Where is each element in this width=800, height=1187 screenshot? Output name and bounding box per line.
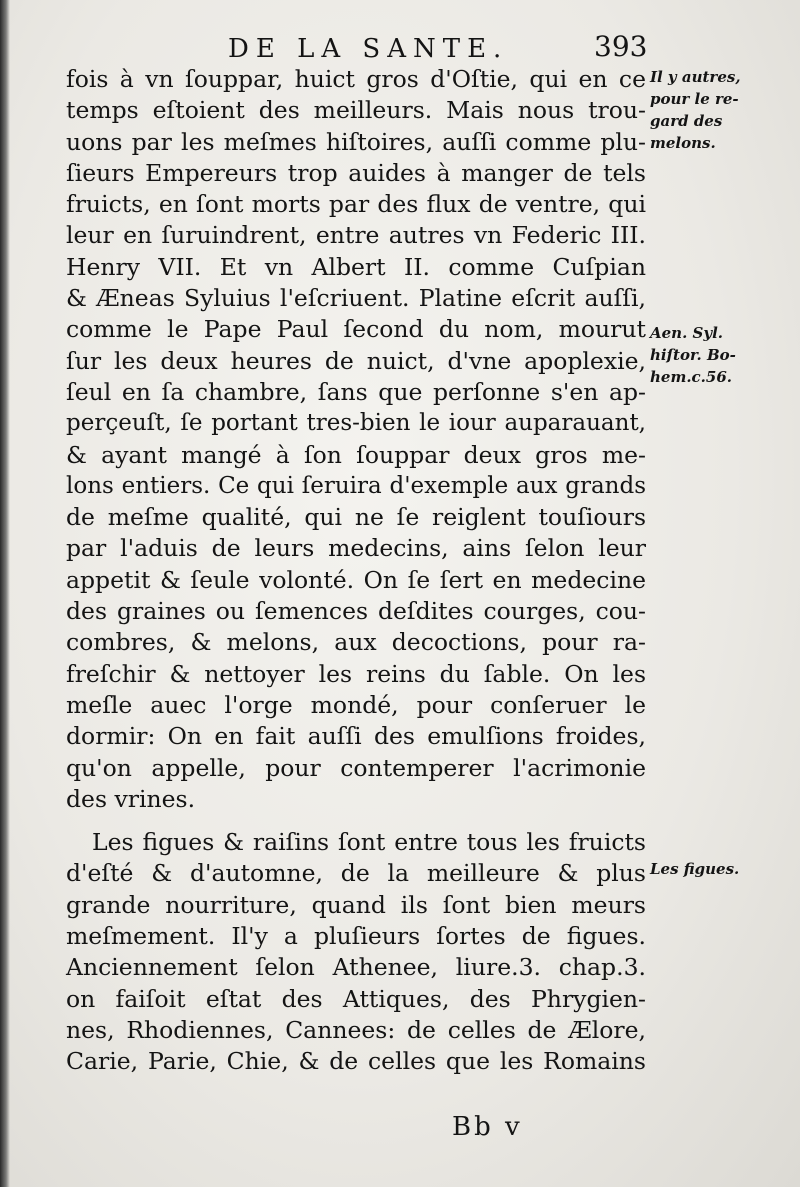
text-line: & Æneas Syluius l'eſcriuent. Platine eſcrit auſſi, xyxy=(66,284,646,313)
text-line: Les figues & raiſins ſont entre tous les fruicts xyxy=(92,828,646,857)
margin-note-line: Les figues. xyxy=(650,860,740,878)
text-line: Anciennement ſelon Athenee, liure.3. chap.3. xyxy=(66,953,646,982)
margin-note-line: hem.c.56. xyxy=(650,368,732,386)
text-line: freſchir & nettoyer les reins du ſable. On les xyxy=(66,659,646,688)
text-line: d'eſté & d'automne, de la meilleure & plus xyxy=(66,859,646,888)
text-line: ſur les deux heures de nuict, d'vne apoplexie, xyxy=(66,346,646,375)
text-line: ſieurs Empereurs trop auides à manger de tels xyxy=(66,158,646,187)
main-text xyxy=(66,64,646,1078)
page-header xyxy=(0,30,800,66)
text-line: leur en ſuruindrent, entre autres vn Federic III. xyxy=(66,221,646,250)
text-line: ſeul en ſa chambre, ſans que perſonne s'en ap- xyxy=(66,377,646,406)
margin-note-line: gard des xyxy=(650,112,723,130)
text-line: lons entiers. Ce qui ſeruira d'exemple aux grands xyxy=(66,472,646,499)
text-line: meſle auec l'orge mondé, pour conſeruer le xyxy=(66,690,646,719)
margin-note-line: melons. xyxy=(650,134,716,152)
margin-note-melons xyxy=(650,66,798,154)
text-line: des graines ou ſemences deſdites courges, cou- xyxy=(66,597,646,626)
text-line: uons par les meſmes hiſtoires, auſſi comme plu- xyxy=(66,127,646,156)
text-line: grande nourriture, quand ils ſont bien meurs xyxy=(66,890,646,919)
page-edge-shadow xyxy=(0,0,10,1187)
text-line: fois à vn ſouppar, huict gros d'Oſtie, qui en ce xyxy=(66,65,646,93)
text-line: perçeuſt, ſe portant tres-bien le iour auparauant, xyxy=(66,410,646,437)
paragraph-1 xyxy=(66,64,646,815)
text-line: comme le Pape Paul ſecond du nom, mourut xyxy=(66,315,646,344)
text-line: des vrines. xyxy=(66,784,196,813)
margin-note-line: Il y autres, xyxy=(650,68,741,86)
text-line: Carie, Parie, Chie, & de celles que les Romains xyxy=(66,1047,646,1076)
text-line: nes, Rhodiennes, Cannees: de celles de Ælore, xyxy=(66,1015,646,1044)
text-line: appetit & ſeule volonté. On ſe ſert en medecine xyxy=(66,565,646,594)
margin-note-line: pour le re- xyxy=(650,90,739,108)
text-line: temps eſtoient des meilleurs. Mais nous trou- xyxy=(66,96,646,125)
margin-note-aeneas xyxy=(650,322,798,388)
text-line: on faiſoit eſtat des Attiques, des Phrygien- xyxy=(66,984,646,1013)
paragraph-gap xyxy=(66,815,646,827)
running-head: DE LA SANTE. xyxy=(228,34,509,64)
text-line: de meſme qualité, qui ne ſe reiglent touſiours xyxy=(66,503,646,532)
text-line: Henry VII. Et vn Albert II. comme Cuſpian xyxy=(66,252,646,281)
text-line: meſmement. Il'y a pluſieurs ſortes de figues. xyxy=(66,922,646,951)
text-line: qu'on appelle, pour contemperer l'acrimonie xyxy=(66,753,646,782)
text-line: par l'aduis de leurs medecins, ains ſelon leur xyxy=(66,534,646,563)
page-number: 393 xyxy=(594,30,648,63)
margin-note-line: hiſtor. Bo- xyxy=(650,346,736,364)
margin-note-line: Aen. Syl. xyxy=(650,324,724,342)
text-line: dormir: On en fait auſſi des emulſions froides, xyxy=(66,722,646,751)
text-line: combres, & melons, aux decoctions, pour ra- xyxy=(66,628,646,657)
text-line: fruicts, en ſont morts par des flux de ventre, qui xyxy=(66,190,646,219)
text-line: & ayant mangé à ſon ſouppar deux gros me- xyxy=(66,440,646,469)
signature-mark: Bb v xyxy=(452,1112,523,1142)
paragraph-2 xyxy=(66,827,646,1077)
margin-note-figues xyxy=(650,858,798,880)
